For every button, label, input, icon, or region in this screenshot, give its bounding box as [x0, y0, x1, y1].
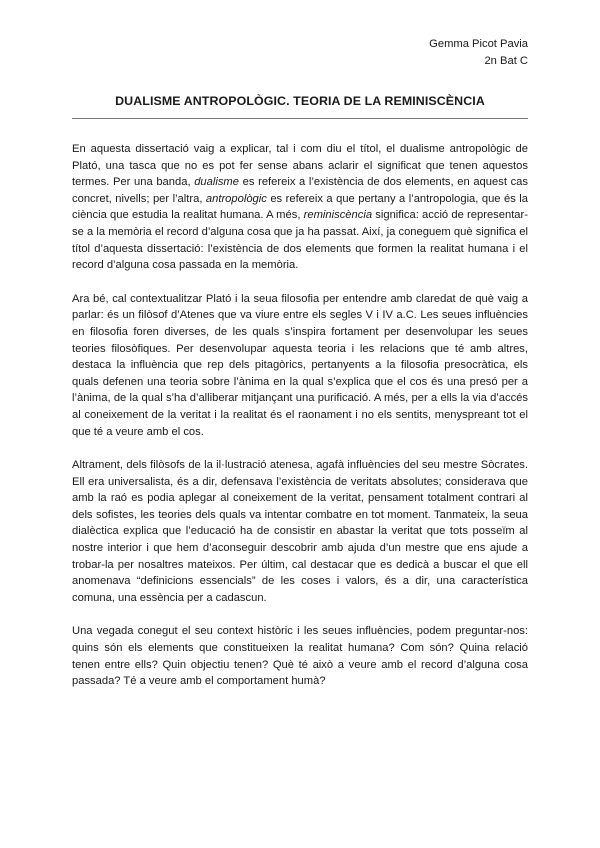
author-name: Gemma Picot Pavia — [429, 38, 528, 50]
paragraph-1-text-d: significa: acció de representar-se a la memòria el record d’alguna cosa que ja ha passat. Així, ja coneguem què significa el títol d’aquesta dissertació: l’existència de dos elements que formen la realitat humana i el record d’alguna cosa passada en la memòria. — [72, 209, 528, 272]
author-block — [429, 36, 528, 70]
term-antropologic: antropològic — [205, 192, 267, 205]
paragraph-1-text-b: es refereix a l’existència de dos elements, en aquest cas concret, nivells; per l’altra, — [72, 176, 528, 205]
paragraph-1-text-a: En aquesta dissertació vaig a explicar, tal i com diu el títol, el dualisme antropològic de Plató, una tasca que no es pot fer sense abans aclarir el significat que tenen aquestos termes. Per una banda, — [72, 143, 528, 189]
class-name: 2n Bat C — [484, 55, 528, 67]
paragraph-1-text-c: es refereix a que pertany a l’antropologia, que és la ciència que estudia la realitat humana. A més, — [72, 192, 528, 222]
paragraph-4: Una vegada conegut el seu context històric i les seues influències, podem preguntar-nos: quins són els elements que constitueixen la realitat humana? Com són? Quina relació tenen entre ells? Quin objectiu tenen? Què té això a veure amb el record d’alguna cosa passada? Té a veure amb el comportament humà? — [72, 625, 528, 688]
document-body — [72, 141, 528, 707]
title-divider — [72, 118, 528, 119]
term-reminiscencia: reminiscència — [303, 209, 373, 222]
term-dualisme: dualisme — [194, 176, 239, 189]
paragraph-3: Altrament, dels filòsofs de la il·lustració atenesa, agafà influències del seu mestre Sòcrates. Ell era universalista, és a dir, defensava l’existència de veritats absolutes; considerava que amb la raó es podia aplegar al coneixement de la veritat, pensament totalment contrari al dels sofistes, les teories dels quals va intentar combatre en tot moment. Tanmateix, la seua dialèctica explica que l’educació ha de consistir en abastar la veritat que tots posseïm al nostre interior i que hem d’aconseguir descobrir amb ajuda d’un mestre que ens ajude a trobar-la per nosaltres mateixos. Per últim, cal destacar que es dedicà a buscar el que ell anomenava “definicions essencials” de les coses i valors, és a dir, una característica comuna, una essència per a cadascun. — [72, 459, 528, 604]
paragraph-2: Ara bé, cal contextualitzar Plató i la seua filosofia per entendre amb claredat de què vaig a parlar: és un filòsof d’Atenes que va viure entre els segles V i IV a.C. Les seues influències en filosofia foren diverses, de les quals s’inspira fortament per desenvolupar les seues teories filosòfiques. Per desenvolupar aquesta teoria i les relacions que té amb altres, destaca la influència que rep dels pitagòrics, pertanyents a la filosofia presocràtica, els quals defenen una teoria sobre l’ànima en la qual s’explica que el cos és una presó per a l’ànima, de la qual s’ha d’alliberar mitjançant una purificació. A més, per a ells la via d’accés al coneixement de la veritat i la realitat és el raonament i no els sentits, menyspreant tot el que té a veure amb el cos. — [72, 292, 528, 438]
paragraph-1 — [72, 141, 528, 274]
document-title: DUALISME ANTROPOLÒGIC. TEORIA DE LA REMINISCÈNCIA — [115, 94, 485, 108]
